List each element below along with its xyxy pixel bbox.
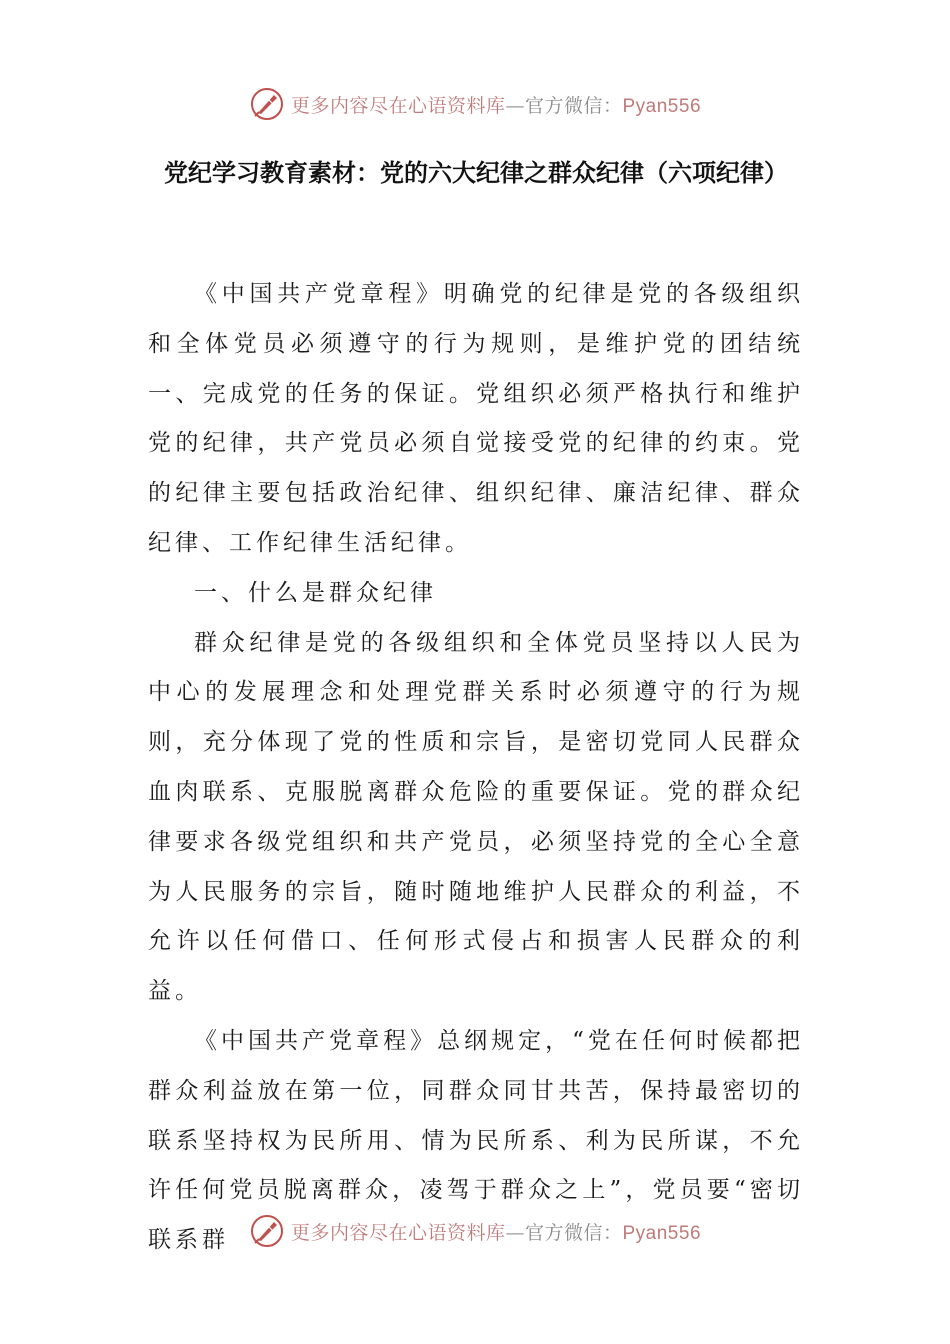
watermark-text (291, 91, 701, 118)
document-title: 党纪学习教育素材：党的六大纪律之群众纪律（六项纪律） (164, 159, 788, 187)
header-watermark (0, 84, 950, 124)
watermark-site-name: 更多内容尽在心语资料库 (290, 1221, 506, 1244)
watermark-wechat-id: Pyan556 (622, 95, 702, 117)
paragraph-intro: 《中国共产党章程》明确党的纪律是党的各级组织和全体党员必须遵守的行为规则，是维护党的团结统一、完成党的任务的保证。党组织必须严格执行和维护党的纪律，共产党员必须自觉接受党的纪律的约束。党的纪律主要包括政治纪律、组织纪律、廉洁纪律、群众纪律、工作纪律生活纪律。 (148, 281, 804, 556)
quill-pen-logo-icon (249, 1213, 285, 1249)
paragraph-definition: 群众纪律是党的各级组织和全体党员坚持以人民为中心的发展理念和处理党群关系时必须遵守的行为规则，充分体现了党的性质和宗旨，是密切党同人民群众血肉联系、克服脱离群众危险的重要保证。党的群众纪律要求各级党组织和共产党员，必须坚持党的全心全意为人民服务的宗旨，随时随地维护人民群众的利益，不允许以任何借口、任何形式侵占和损害人民群众的利益。 (148, 629, 804, 1005)
watermark-separator: — (505, 94, 525, 117)
watermark-site-name: 更多内容尽在心语资料库 (290, 94, 506, 117)
watermark-text (291, 1218, 701, 1245)
paragraph-charter-quote: 《中国共产党章程》总纲规定，“党在任何时候都把群众利益放在第一位，同群众同甘共苦，保持最密切的联系坚持权为民所用、情为民所系、利为民所谋，不允许任何党员脱离群众，凌驾于群众之上”，党员要“密切联系群 (148, 1027, 804, 1254)
watermark-wechat-label: 官方微信： (524, 94, 623, 117)
section-heading: 一、什么是群众纪律 (194, 579, 437, 606)
watermark-separator: — (505, 1221, 525, 1244)
quill-pen-logo-icon (249, 86, 285, 122)
document-body (148, 270, 804, 1266)
footer-watermark (0, 1211, 950, 1251)
watermark-wechat-id: Pyan556 (622, 1222, 702, 1244)
watermark-wechat-label: 官方微信： (524, 1221, 623, 1244)
